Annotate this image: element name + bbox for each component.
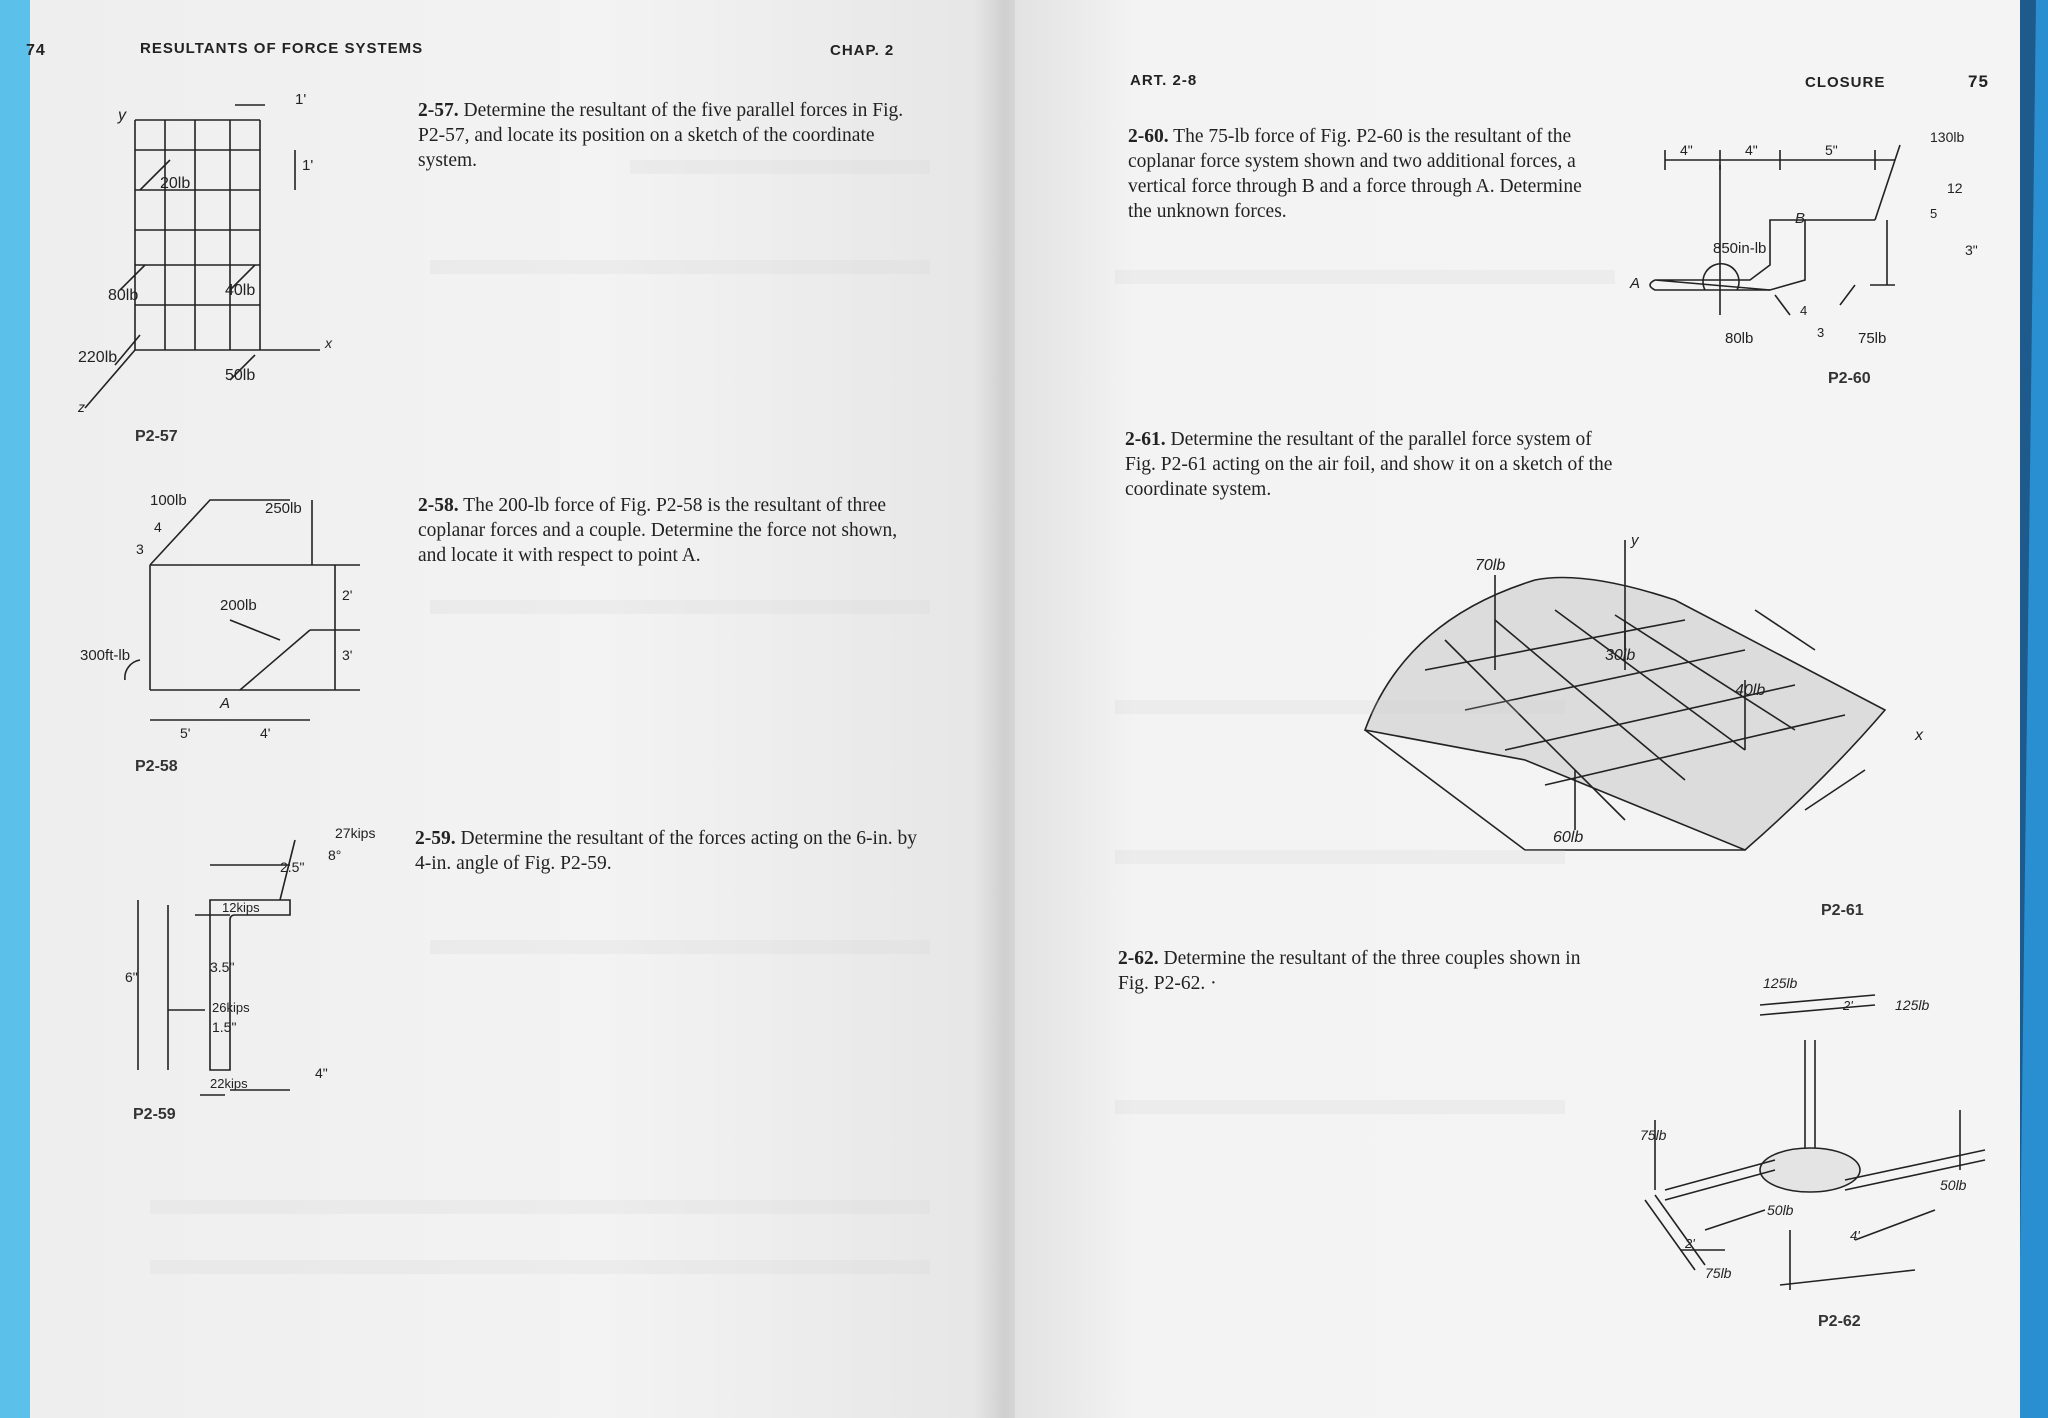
running-title: RESULTANTS OF FORCE SYSTEMS <box>140 40 424 57</box>
figure-caption: P2-58 <box>135 758 178 775</box>
problem-text: The 75-lb force of Fig. P2-60 is the resultant of the coplanar force system shown and two additional forces, a vertical force through B and a force through A. Determine the unknown forces. <box>1128 126 1582 222</box>
force-label: 27kips <box>335 825 376 841</box>
problem-number: 2-62. <box>1118 948 1159 969</box>
axis-label: z <box>78 399 85 415</box>
problem-2-58 <box>418 493 928 568</box>
force-label: 250lb <box>265 500 302 517</box>
point-label: A <box>220 695 231 712</box>
chapter-label: CHAP. 2 <box>830 42 895 59</box>
slope-label: 4 <box>1800 303 1808 318</box>
problem-2-62 <box>1118 946 1608 996</box>
force-label: 40lb <box>225 282 256 299</box>
force-label: 40lb <box>1735 682 1766 699</box>
left-page <box>26 0 990 1418</box>
force-label: 50lb <box>1940 1177 1967 1193</box>
force-label: 20lb <box>160 175 191 192</box>
force-label: 125lb <box>1895 997 1930 1013</box>
force-label: 125lb <box>1763 975 1798 991</box>
axis-label: x <box>1915 727 1923 744</box>
angle-label: 8° <box>328 847 342 863</box>
problem-text: Determine the resultant of the five parallel forces in Fig. P2-57, and locate its position on a sketch of the coordinate system. <box>418 100 904 171</box>
slope-label: 12 <box>1947 180 1963 196</box>
force-label: 60lb <box>1553 829 1584 846</box>
slope-label: 3 <box>1817 325 1825 340</box>
force-label: 22kips <box>210 1076 248 1091</box>
dimension-label: 4" <box>1680 142 1693 158</box>
force-label: 26kips <box>212 1000 250 1015</box>
problem-number: 2-60. <box>1128 126 1169 147</box>
figure-caption: P2-62 <box>1818 1313 1861 1330</box>
dimension-label: 6" <box>125 969 138 985</box>
force-label: 50lb <box>225 367 256 384</box>
figure-p2-62 <box>1605 950 1985 1290</box>
dimension-label: 4' <box>260 725 271 741</box>
dimension-label: 4" <box>315 1065 328 1081</box>
figure-caption: P2-61 <box>1821 902 1864 919</box>
force-label: 100lb <box>150 492 187 509</box>
figure-p2-60 <box>1625 125 1985 350</box>
problem-text: The 200-lb force of Fig. P2-58 is the resultant of three coplanar forces and a couple. Determine the force not shown, and locate it with respect to point A. <box>418 495 898 566</box>
page-number: 75 <box>1968 72 1989 91</box>
figure-caption: P2-59 <box>133 1106 176 1123</box>
dimension-label: 5' <box>180 725 191 741</box>
dimension-label: 4" <box>1745 142 1758 158</box>
figure-caption: P2-60 <box>1828 370 1871 387</box>
dimension-label: 2.5" <box>280 859 305 875</box>
bleed-through-text <box>1115 700 1565 714</box>
figure-p2-59 <box>100 820 390 1110</box>
slope-label: 3 <box>136 541 144 557</box>
dimension-label: 1.5" <box>212 1019 237 1035</box>
bleed-through-text <box>150 1200 930 1214</box>
problem-text: Determine the resultant of the three couples shown in Fig. P2-62. · <box>1118 948 1581 994</box>
dimension-label: 4' <box>1850 1228 1860 1243</box>
bleed-through-text <box>1115 270 1615 284</box>
right-page <box>1015 0 2020 1418</box>
dimension-label: 1' <box>302 157 314 174</box>
slope-label: 5 <box>1930 206 1938 221</box>
problem-number: 2-57. <box>418 100 459 121</box>
problem-2-59 <box>415 826 925 876</box>
dimension-label: 1' <box>295 91 307 108</box>
bleed-through-text <box>1115 1100 1565 1114</box>
problem-text: Determine the resultant of the parallel force system of Fig. P2-61 acting on the air foil, and show it on a sketch of the coordinate system. <box>1125 429 1613 500</box>
slope-label: 4 <box>154 519 162 535</box>
page-number: 74 <box>26 42 46 59</box>
running-title: CLOSURE <box>1805 74 1886 91</box>
dimension-label: 3' <box>342 647 353 663</box>
problem-number: 2-58. <box>418 495 459 516</box>
force-label: 75lb <box>1858 330 1887 347</box>
problem-2-60 <box>1128 124 1608 224</box>
bleed-through-text <box>150 1260 930 1274</box>
bleed-through-text <box>430 260 930 274</box>
force-label: 50lb <box>1767 1202 1794 1218</box>
point-label: B <box>1795 210 1806 227</box>
moment-label: 300ft-lb <box>80 647 131 664</box>
point-label: A <box>1630 275 1641 292</box>
problem-2-61 <box>1125 427 1615 502</box>
force-label: 80lb <box>108 287 139 304</box>
problem-number: 2-59. <box>415 828 456 849</box>
article-label: ART. 2-8 <box>1130 72 1198 89</box>
force-label: 70lb <box>1475 557 1506 574</box>
figure-p2-57 <box>70 90 400 420</box>
bleed-through-text <box>430 940 930 954</box>
axis-label: y <box>1631 532 1639 549</box>
force-label: 75lb <box>1640 1127 1667 1143</box>
axis-label: x <box>325 335 332 351</box>
force-label: 220lb <box>78 349 118 366</box>
dimension-label: 5" <box>1825 142 1838 158</box>
dimension-label: 2' <box>342 587 353 603</box>
bleed-through-text <box>1115 850 1565 864</box>
dimension-label: 2' <box>1685 1236 1695 1251</box>
figure-caption: P2-57 <box>135 428 178 445</box>
problem-text: Determine the resultant of the forces acting on the 6-in. by 4-in. angle of Fig. P2-59. <box>415 828 917 874</box>
bleed-through-text <box>630 160 930 174</box>
dimension-label: 2' <box>1843 998 1853 1013</box>
force-label: 75lb <box>1705 1265 1732 1281</box>
force-label: 130lb <box>1930 129 1965 145</box>
axis-label: y <box>118 107 126 124</box>
force-label: 200lb <box>220 597 257 614</box>
moment-label: 850in-lb <box>1713 240 1767 257</box>
problem-number: 2-61. <box>1125 429 1166 450</box>
dimension-label: 3.5" <box>210 959 235 975</box>
force-label: 80lb <box>1725 330 1754 347</box>
dimension-label: 3" <box>1965 242 1978 258</box>
force-label: 12kips <box>222 900 260 915</box>
force-label: 30lb <box>1605 647 1636 664</box>
bleed-through-text <box>430 600 930 614</box>
figure-p2-58 <box>80 490 380 750</box>
